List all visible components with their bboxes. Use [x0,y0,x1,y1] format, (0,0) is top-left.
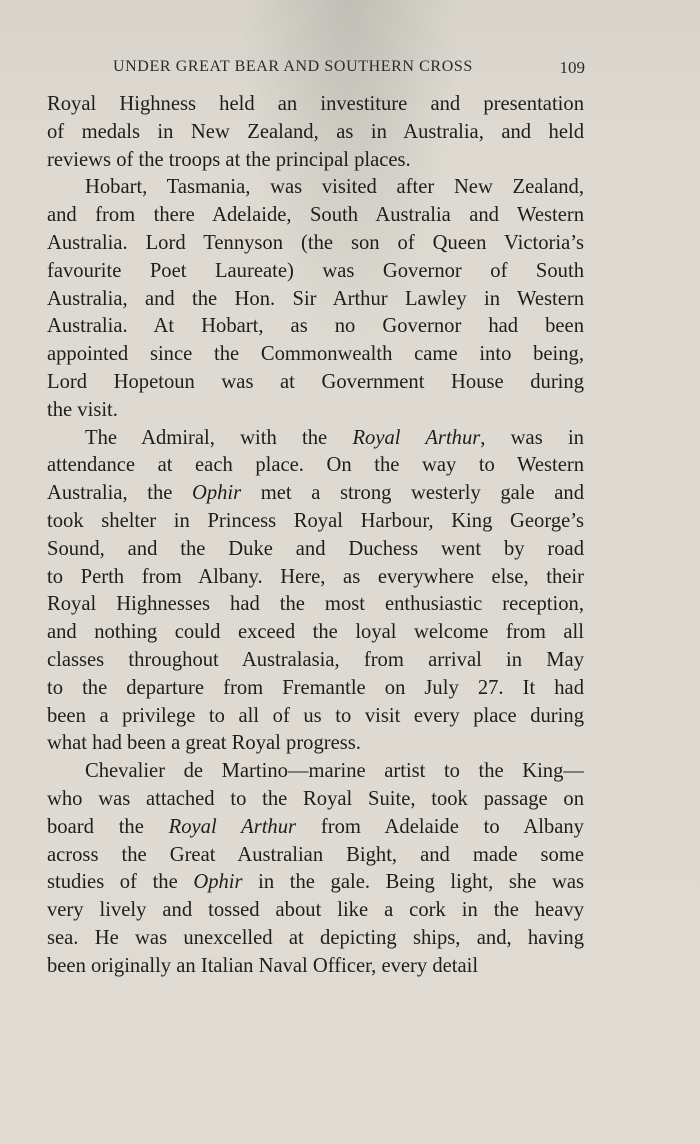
text-line [47,91,584,119]
text-run: The Admiral, with the [85,426,353,449]
text-run: Hobart, Tasmania, was visited after New Zealand, [85,176,584,199]
text-line [47,119,584,147]
italic-text: Ophir [191,482,242,505]
text-line [47,341,584,369]
text-line [47,730,584,758]
text-line [47,564,584,592]
text-run: studies of the [47,871,194,894]
text-run: Sound, and the Duke and Duchess went by road [47,537,584,560]
text-line [47,425,584,453]
running-title: UNDER GREAT BEAR AND SOUTHERN CROSS [113,58,473,75]
text-line [47,452,584,480]
text-line [47,814,584,842]
text-line [47,675,584,703]
text-run: in the gale. Being light, she was [242,871,584,894]
text-run: met a strong westerly gale and [241,482,584,505]
text-line [47,758,584,786]
text-line [47,591,584,619]
text-run: and nothing could exceed the loyal welcome from all [47,621,584,644]
italic-text: Royal Arthur [168,815,297,838]
text-run: Royal Highnesses had the most enthusiastic reception, [47,593,584,616]
text-line [47,313,584,341]
page-number: 109 [559,58,585,77]
text-run: appointed since the Commonwealth came into being, [47,343,584,366]
text-line [47,897,584,925]
text-run: Australia, and the Hon. Sir Arthur Lawley in Western [47,287,584,310]
text-run: of medals in New Zealand, as in Australia, and held [47,120,584,143]
running-header [113,58,585,80]
text-line [47,619,584,647]
text-run: who was attached to the Royal Suite, took passage on [47,787,584,810]
italic-text: Royal Arthur [352,426,481,449]
text-line [47,953,584,981]
text-run: and from there Adelaide, South Australia and Western [47,204,584,227]
text-run: been originally an Italian Naval Officer, every detail [47,954,479,977]
text-run: favourite Poet Laureate) was Governor of South [47,259,584,282]
body-text [47,91,584,981]
text-line [47,647,584,675]
text-line [47,703,584,731]
text-run: been a privilege to all of us to visit every place during [47,704,584,727]
text-run: across the Great Australian Bight, and made some [47,843,584,866]
text-run: attendance at each place. On the way to Western [47,454,584,477]
text-line [47,258,584,286]
text-line [47,536,584,564]
text-run: to Perth from Albany. Here, as everywhere else, their [47,565,584,588]
text-run: board the [47,815,169,838]
text-run: took shelter in Princess Royal Harbour, King George’s [47,509,584,532]
text-run: classes throughout Australasia, from arrival in May [47,648,584,671]
paragraph [47,174,584,424]
text-run: the visit. [47,398,118,421]
text-run: what had been a great Royal progress. [47,732,361,755]
text-run: from Adelaide to Albany [296,815,584,838]
text-line [47,869,584,897]
text-run: Royal Highness held an investiture and presentation [47,93,584,115]
text-line [47,397,584,425]
text-run: , was in [480,426,584,449]
text-line [47,230,584,258]
text-line [47,842,584,870]
text-line [47,369,584,397]
text-line [47,147,584,175]
text-run: Australia. At Hobart, as no Governor had been [47,315,584,338]
text-run: Australia. Lord Tennyson (the son of Queen Victoria’s [47,231,584,254]
text-run: to the departure from Fremantle on July 27. It had [47,676,584,699]
text-line [47,508,584,536]
text-line [47,202,584,230]
paragraph [47,758,584,980]
text-run: Chevalier de Martino—marine artist to the King— [85,760,584,783]
paragraph [47,91,584,174]
text-run: sea. He was unexcelled at depicting ships, and, having [47,926,584,949]
text-run: Australia, the [47,482,192,505]
text-run: very lively and tossed about like a cork in the heavy [47,899,584,922]
paragraph [47,425,584,759]
text-run: Lord Hopetoun was at Government House during [47,370,584,393]
text-line [47,480,584,508]
text-line [47,786,584,814]
text-run: reviews of the troops at the principal places. [47,148,411,171]
text-line [47,925,584,953]
text-line [47,174,584,202]
text-line [47,286,584,314]
italic-text: Ophir [193,871,243,894]
